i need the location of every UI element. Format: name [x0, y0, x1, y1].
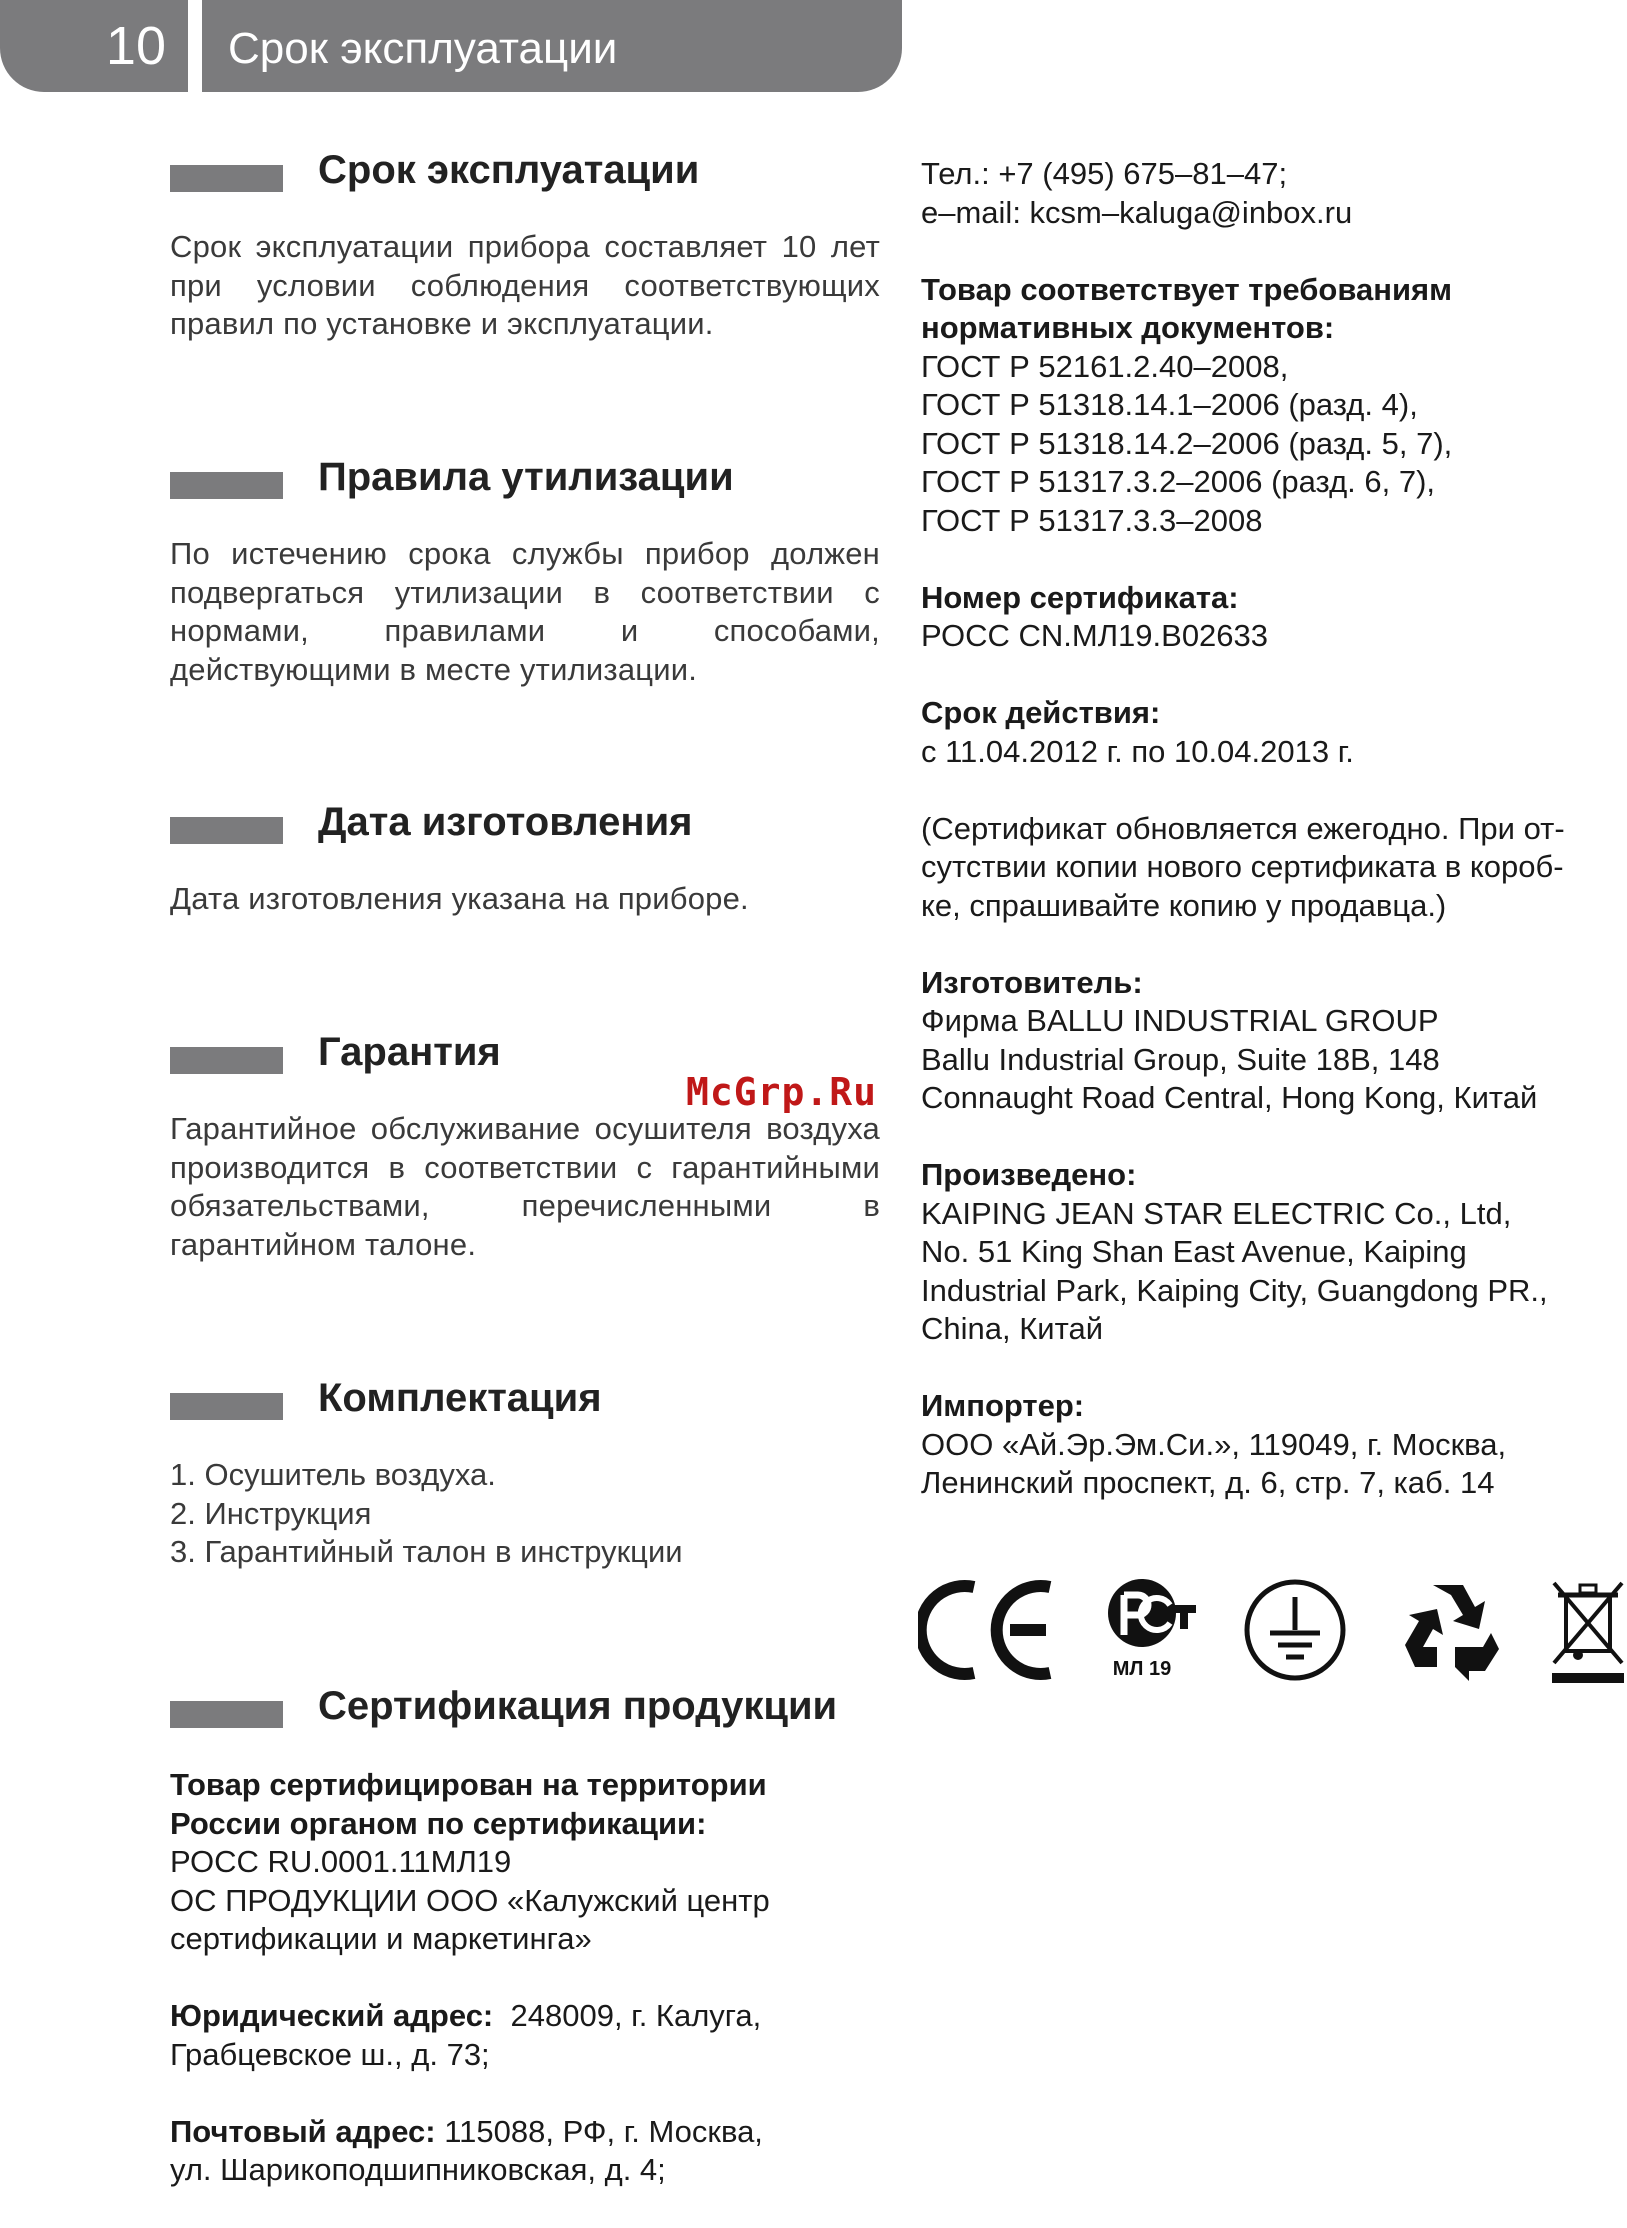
- cert-note: сутствии копии нового сертификата в короб-: [921, 849, 1564, 884]
- section-bar: [170, 817, 283, 844]
- cert-body-code: РОСС RU.0001.11МЛ19: [170, 1844, 512, 1879]
- importer-line: Ленинский проспект, д. 6, стр. 7, каб. 14: [921, 1465, 1495, 1500]
- recycle-icon: [1393, 1575, 1503, 1685]
- rst-code-text: МЛ 19: [1112, 1658, 1172, 1680]
- postal-address-value: ул. Шарикоподшипниковская, д. 4;: [170, 2152, 666, 2187]
- certified-label: Товар сертифицирован на территории: [170, 1767, 767, 1802]
- maker-line: Ballu Industrial Group, Suite 18B, 148: [921, 1041, 1440, 1077]
- cert-note: ке, спрашивайте копию у продавца.): [921, 887, 1447, 923]
- watermark-text: McGrp.Ru: [686, 1070, 878, 1114]
- section-warranty: [170, 1030, 880, 1264]
- produced-line: China, Китай: [921, 1311, 1104, 1346]
- section-bar: [170, 1701, 283, 1728]
- section-manufacture-date: [170, 800, 880, 919]
- maker-label: Изготовитель:: [921, 964, 1143, 1000]
- section-package: [170, 1376, 880, 1572]
- produced-line: No. 51 King Shan East Avenue, Kaiping: [921, 1234, 1467, 1269]
- list-item: 2. Инструкция: [170, 1495, 372, 1531]
- norm-item: ГОСТ Р 52161.2.40–2008,: [921, 348, 1289, 384]
- certified-label: России органом по сертификации:: [170, 1805, 707, 1841]
- section-certification: [170, 1684, 880, 1734]
- list-item: 3. Гарантийный талон в инструкции: [170, 1534, 683, 1569]
- section-lifetime: [170, 148, 880, 344]
- section-disposal: [170, 455, 880, 689]
- rst-mark-icon: [1100, 1575, 1200, 1685]
- page-header-title: Срок эксплуатации: [202, 0, 902, 92]
- package-list: [170, 1456, 880, 1572]
- importer-label: Импортер:: [921, 1388, 1085, 1423]
- legal-address-label: Юридический адрес:: [170, 1998, 494, 2033]
- page-number: 10: [0, 0, 188, 92]
- section-body: Гарантийное обслуживание осушителя воздуха производится в соответствии с гарантийными обязательствами, перечисленными в гарантийном талоне.: [170, 1111, 880, 1262]
- section-title: Гарантия: [318, 1030, 501, 1074]
- list-item: 1. Осушитель воздуха.: [170, 1457, 496, 1492]
- ce-mark-icon: [918, 1575, 1058, 1685]
- section-body: По истечению срока службы прибор должен подвергаться утилизации в соответствии с нормами, правилами и способами, действующими в месте утилизации.: [170, 536, 880, 687]
- cert-body-name: ОС ПРОДУКЦИИ ООО «Калужский центр: [170, 1882, 770, 1918]
- certification-details: [170, 1766, 880, 2228]
- section-title: Сертификация продукции: [318, 1684, 838, 1728]
- certification-right-column: [921, 155, 1611, 1541]
- cert-note: (Сертификат обновляется ежегодно. При от-: [921, 810, 1565, 846]
- produced-label: Произведено:: [921, 1157, 1137, 1192]
- section-body: Дата изготовления указана на приборе.: [170, 881, 749, 916]
- section-bar: [170, 165, 283, 192]
- cert-number-label: Номер сертификата:: [921, 579, 1239, 615]
- section-title: Срок эксплуатации: [318, 148, 700, 192]
- cert-number: РОСС CN.МЛ19.В02633: [921, 618, 1269, 653]
- section-bar: [170, 472, 283, 499]
- certification-marks: [918, 1575, 1627, 1695]
- validity-value: с 11.04.2012 г. по 10.04.2013 г.: [921, 733, 1354, 769]
- cert-body-name: сертификации и маркетинга»: [170, 1921, 592, 1956]
- legal-address-value: 248009, г. Калуга,: [510, 1998, 762, 2033]
- ground-symbol-icon: [1240, 1575, 1350, 1685]
- norm-item: ГОСТ Р 51317.3.3–2008: [921, 502, 1263, 538]
- section-title: Дата изготовления: [318, 800, 693, 844]
- maker-line: Фирма BALLU INDUSTRIAL GROUP: [921, 1003, 1439, 1038]
- norms-label: нормативных документов:: [921, 310, 1335, 345]
- produced-line: KAIPING JEAN STAR ELECTRIC Co., Ltd,: [921, 1195, 1512, 1231]
- weee-bin-icon: [1548, 1575, 1627, 1685]
- importer-line: ООО «Ай.Эр.Эм.Си.», 119049, г. Москва,: [921, 1426, 1507, 1462]
- section-title: Комплектация: [318, 1376, 602, 1420]
- norm-item: ГОСТ Р 51318.14.1–2006 (разд. 4),: [921, 387, 1418, 422]
- section-bar: [170, 1047, 283, 1074]
- norm-item: ГОСТ Р 51318.14.2–2006 (разд. 5, 7),: [921, 425, 1453, 461]
- section-title: Правила утилизации: [318, 455, 734, 499]
- produced-line: Industrial Park, Kaiping City, Guangdong PR.,: [921, 1272, 1548, 1308]
- email-text: e–mail: kcsm–kaluga@inbox.ru: [921, 194, 1353, 230]
- phone-text: Тел.: +7 (495) 675–81–47;: [921, 156, 1288, 191]
- norm-item: ГОСТ Р 51317.3.2–2006 (разд. 6, 7),: [921, 464, 1436, 499]
- postal-address-value: 115088, РФ, г. Москва,: [444, 2113, 763, 2149]
- section-body: Срок эксплуатации прибора составляет 10 лет при условии соблюдения соответствующих правил по установке и эксплуатации.: [170, 229, 880, 341]
- postal-address-label: Почтовый адрес:: [170, 2113, 436, 2149]
- maker-line: Connaught Road Central, Hong Kong, Китай: [921, 1080, 1538, 1115]
- validity-label: Срок действия:: [921, 695, 1161, 730]
- legal-address-value: Грабцевское ш., д. 73;: [170, 2036, 490, 2072]
- section-bar: [170, 1393, 283, 1420]
- norms-label: Товар соответствует требованиям: [921, 271, 1453, 307]
